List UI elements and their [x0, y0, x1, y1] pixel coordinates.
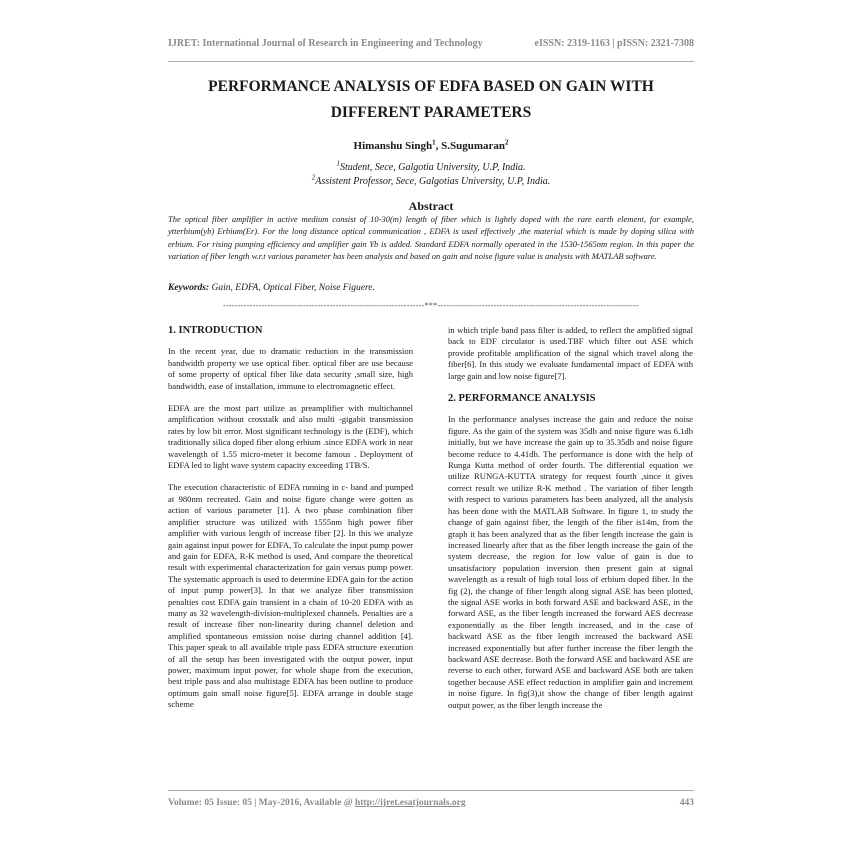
author-2: S.Sugumaran	[441, 140, 505, 152]
issn-info: eISSN: 2319-1163 | pISSN: 2321-7308	[534, 38, 694, 49]
intro-paragraph-2: EDFA are the most part utilize as preamplifier with multichannel amplification without crosstalk and also multi -gigabit transmission rates by low bit error. Most significant technology is the (EDF), which traditionally silica doped fiber along erbium .since EDFA work in near wavelength of 1.55 micro-meter it become famous . Deployment of EDFA led to light wave system capacity exceeding 1TB/S.	[168, 403, 413, 471]
intro-paragraph-1: In the recent year, due to dramatic reduction in the transmission bandwidth property we use optical fiber. optical fiber are use because of some property of optical fiber like data security ,small size, high bandwidth, ease of installation, immune to electromagnetic effect.	[168, 346, 413, 391]
affiliation-2-mark: 2	[311, 173, 316, 182]
journal-name: IJRET: International Journal of Research in Engineering and Technology	[168, 38, 483, 49]
author-2-mark: 2	[504, 138, 509, 147]
affiliation-1-text: Student, Sece, Galgotia University, U.P, India.	[339, 162, 526, 173]
affiliation-2-text: Assistent Professor, Sece, Galgotias University, U.P, India.	[315, 176, 551, 187]
keywords-label: Keywords:	[168, 283, 210, 293]
affiliation-2	[168, 175, 694, 189]
footer-rule	[168, 790, 694, 791]
performance-paragraph-1: In the performance analyses increase the gain and reduce the noise figure. As the gain of the system was 35db and noise figure was 6.1db initially, but we have increase the gain up to 35.35db and noise figure become reduce to 4.41db. The performance is done with the help of Runga Kutta method of order fourth. The differential equation we utilize RUNGA-KUTTA strategy for request fourth ,since it gives correct result we utilize R-K method . The variation of fiber length with respect to various parameters has been analyzed, all the analysis has been done with the MATLAB Software. In figure 1, to study the change of gain against fiber, the length of the fiber is14m, from the graph it has been analyzed that as the fiber length increase the gain is increased linearly after that as the fiber length increase the gain of the system decrease, the region for low value of gain is due to unsatisfactory population inversion then present gain at signal wavelength as a result of high total loss of erbium doped fiber. In the fig (2), the change of fiber length along signal ASE has been plotted, the signal ASE works in both forward ASE and backward ASE, in the forward ASE, as the fiber length increased the forward AES decrease exponentially as the fiber length increased, and in the case of backward ASE as the fiber length increased the backward ASE increased exponentially but after further increase the fiber length the backward ASE decrease. Both the forward ASE and backward ASE are reverse to each other, forward ASE and backward ASE both are taken together because ASE effect reduction in amplifier gain and increment in noise figure. In fig(3),it show the change of fiber length against output power, as the fiber length increase the	[448, 414, 693, 710]
abstract-heading: Abstract	[408, 199, 454, 213]
performance-heading: 2. PERFORMANCE ANALYSIS	[448, 393, 596, 405]
author-1-mark: 1	[432, 138, 436, 147]
section-separator: --------------------------------------------------------------------***--------------------------------------------------------------------	[222, 301, 639, 310]
header-rule	[168, 61, 694, 62]
author-1: Himanshu Singh	[353, 140, 433, 152]
right-column	[448, 325, 693, 722]
introduction-heading: 1. INTRODUCTION	[168, 325, 263, 336]
keywords	[168, 283, 694, 293]
intro-paragraph-3: The execution characteristic of EDFA running in c- band and pumped at 980nm recreated. Gain and noise figure change were gotten as action of various parameter [1]. A two phase combination fiber amplifier structure was utilized with 1555nm high power fiber amplifier with various length of increase fiber [2]. In this we analyze gain against input power for EDFA, To calculate the input pump power and gain for EDFA, R-K method is used, And compare the theoretical result with experimental characterization for gain versus pump power. The systematic approach is used to determine EDFA gain for the action of input pump power[3]. In that we analyze fiber transmission penalties cost EDFA gain transient in a chain of 10-20 EDFA with as many as 32 wavelength-division-multiplexed channels. Penalties are a result of increase fiber non-linearity during channel deletion and amplified spontaneous emission noise during channel addition [4]. This paper speak to all available triple pass EDFA structure execution of all the setup has been investigated with the output power, input power, maximum input power, for whole shape from the execution, best triple pass and also multistage EDFA has been outline to produce optimum gain small noise figure[5]. EDFA arrange in double stage scheme	[168, 482, 413, 710]
author-separator: ,	[435, 140, 442, 152]
page-number: 443	[679, 798, 694, 808]
title-line-1: PERFORMANCE ANALYSIS OF EDFA BASED ON GAIN WITH	[208, 78, 654, 95]
author-list	[168, 140, 694, 152]
keywords-text: Gain, EDFA, Optical Fiber, Noise Figuere.	[209, 283, 375, 293]
paper-title	[168, 74, 694, 126]
affiliation-1-mark: 1	[336, 159, 340, 168]
title-line-2: DIFFERENT PARAMETERS	[330, 104, 532, 121]
affiliations	[168, 161, 694, 189]
page-footer	[168, 798, 694, 808]
journal-link[interactable]: http://ijret.esatjournals.org	[354, 798, 466, 808]
footer-volume: Volume: 05 Issue: 05 | May-2016, Available @	[168, 798, 355, 808]
intro-paragraph-continued: in which triple band pass filter is added, to reflect the amplified signal back to EDF circulator is used.TBF which filter out ASE which provide profitable amplification of the signal which travel along the fiber[6]. In this study we evaluate fundamental impact of EDFA with large gain and low noise figure[7].	[448, 325, 693, 381]
left-column	[168, 325, 413, 722]
affiliation-1	[168, 161, 694, 175]
footer-citation	[168, 798, 466, 808]
running-header	[168, 38, 694, 49]
abstract-text: The optical fiber amplifier in active medium consist of 10-30(m) length of fiber which is lightly doped with the rare earth element, for example, ytterbium(yb) Erbium(Er). For the long distance optical communication , EDFA is used effectively ,the material which is made by doping silica with erbium. For rising pumping efficiency and amplifier gain Yb is added. Standard EDFA normally operated in the 1530-1565nm region. In this paper the variation of fiber length w.r.t various parameter has been analysis and based on gain and noise figure value is analysis with MATLAB software.	[168, 214, 694, 261]
